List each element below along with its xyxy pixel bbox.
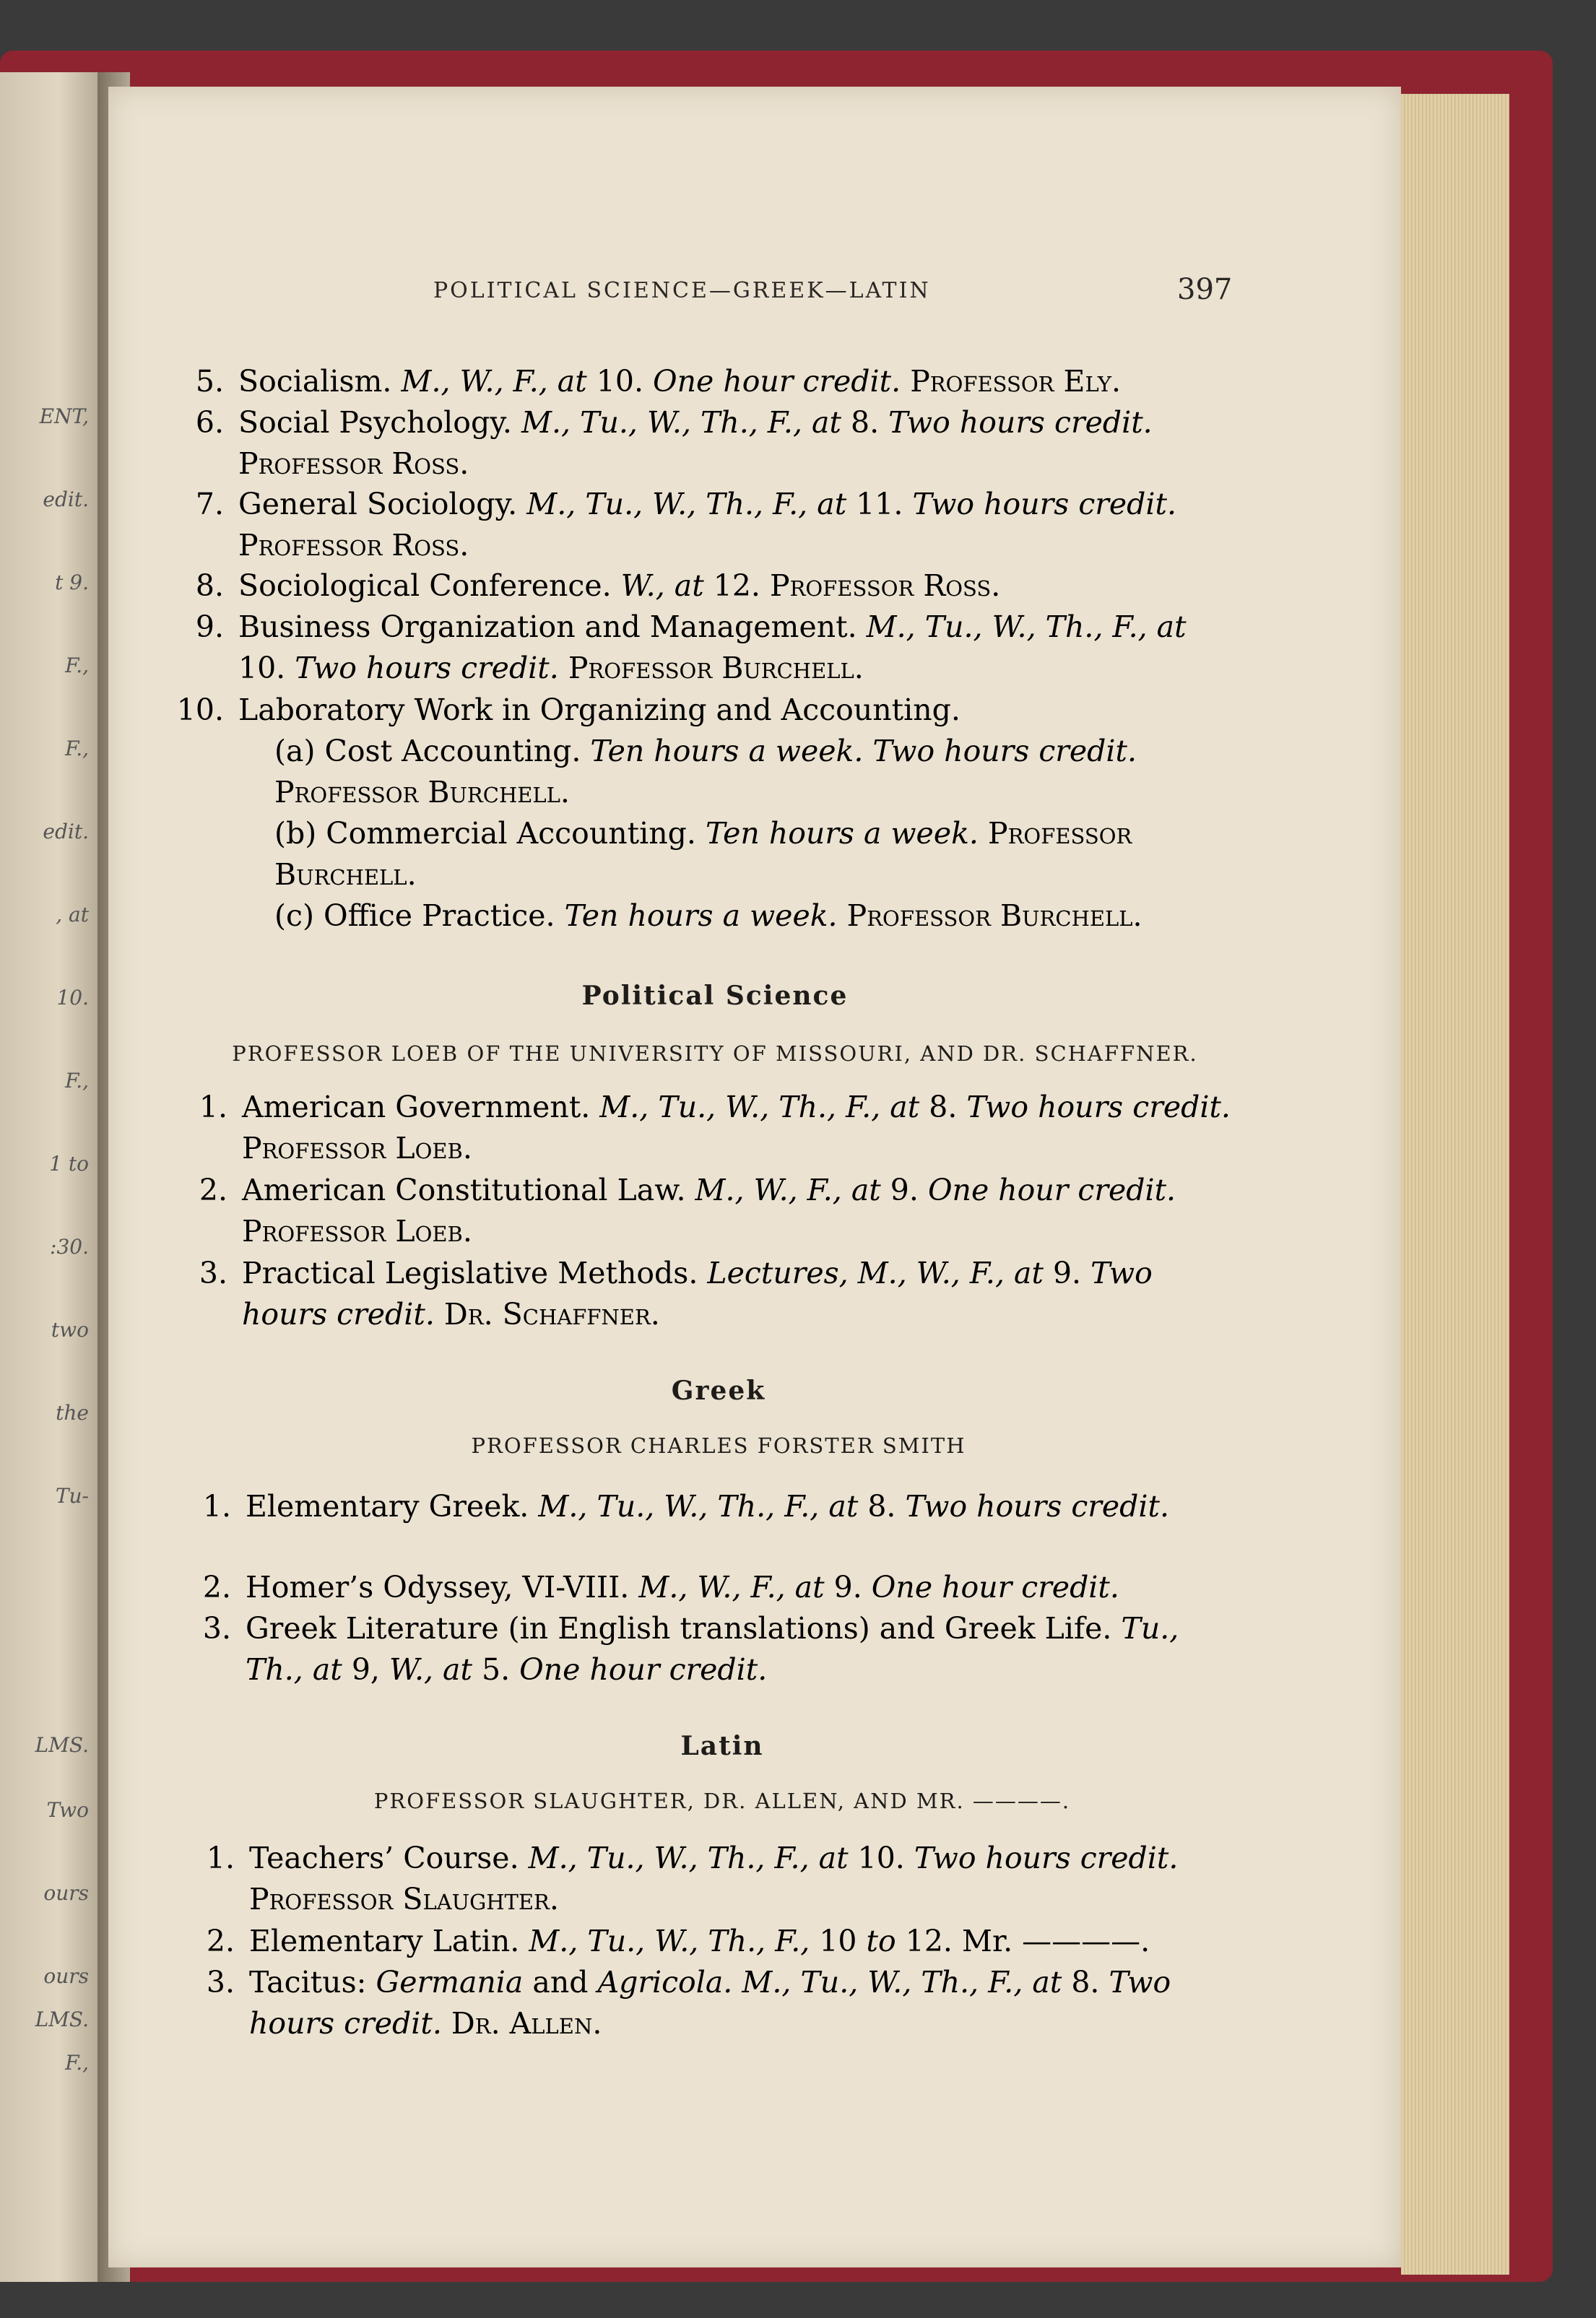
left-page-fragment: F., xyxy=(65,1069,89,1093)
left-page-fragment: two xyxy=(51,1318,89,1342)
left-page-fragment: ours xyxy=(43,1964,89,1988)
page-edges xyxy=(1401,94,1509,2275)
course-text: Elementary Latin. M., Tu., W., Th., F., 10 to 12. Mr. ————. xyxy=(249,1924,1150,1958)
course-text: Laboratory Work in Organizing and Accounting. xyxy=(238,693,960,727)
left-page-fragment: , at xyxy=(56,903,89,926)
left-page-fragment: Tu- xyxy=(55,1484,89,1508)
page-number: 397 xyxy=(1177,273,1233,306)
left-page-fragment: Two xyxy=(46,1798,89,1822)
course-number: 1. xyxy=(202,1489,231,1524)
course-number: 2. xyxy=(199,1173,227,1207)
course-number: 1. xyxy=(206,1841,235,1875)
section-faculty: PROFESSOR CHARLES FORSTER SMITH xyxy=(471,1433,966,1458)
left-page-fragment: :30. xyxy=(50,1235,89,1259)
course-text: Practical Legislative Methods. Lectures, M., W., F., at 9. Two hours credit. Dr. Schaffner. xyxy=(242,1256,1153,1332)
left-page-fragment: LMS. xyxy=(35,1733,89,1757)
course-number: 7. xyxy=(195,487,224,521)
course-text: General Sociology. M., Tu., W., Th., F., at 11. Two hours credit. Professor Ross. xyxy=(238,487,1177,563)
course-text: Elementary Greek. M., Tu., W., Th., F., at 8. Two hours credit. xyxy=(246,1489,1170,1524)
section-title-political-science: Political Science xyxy=(581,981,849,1011)
left-page-fragment: 10. xyxy=(56,986,89,1010)
lab-subitem: (b) Commercial Accounting. Ten hours a week. Professor Burchell. xyxy=(274,816,1132,892)
course-number: 2. xyxy=(206,1924,235,1958)
lab-subitem: (c) Office Practice. Ten hours a week. Professor Burchell. xyxy=(274,898,1142,933)
course-number: 3. xyxy=(206,1965,235,2000)
course-number: 9. xyxy=(195,609,224,644)
section-faculty: PROFESSOR LOEB OF THE UNIVERSITY OF MISSOURI, AND DR. SCHAFFNER. xyxy=(232,1041,1198,1066)
left-page-fragment: 1 to xyxy=(49,1152,89,1176)
lab-subitem: (a) Cost Accounting. Ten hours a week. Two hours credit. Professor Burchell. xyxy=(274,734,1137,809)
course-text: Teachers’ Course. M., Tu., W., Th., F., at 10. Two hours credit. Professor Slaughter. xyxy=(249,1841,1179,1917)
course-text: Homer’s Odyssey, VI-VIII. M., W., F., at 9. One hour credit. xyxy=(246,1570,1119,1605)
course-number: 10. xyxy=(176,693,224,727)
course-text: Social Psychology. M., Tu., W., Th., F., at 8. Two hours credit. Professor Ross. xyxy=(238,405,1153,481)
left-page-fragment: F., xyxy=(65,737,89,760)
course-number: 6. xyxy=(195,405,224,440)
course-text: Business Organization and Management. M., Tu., W., Th., F., at 10. Two hours credit. Professor Burchell. xyxy=(238,609,1187,685)
section-faculty: PROFESSOR SLAUGHTER, DR. ALLEN, AND MR. ————. xyxy=(373,1789,1071,1813)
left-page-fragment: LMS. xyxy=(35,2007,89,2031)
left-page-fragment: t 9. xyxy=(55,570,89,594)
course-number: 2. xyxy=(202,1570,231,1605)
course-number: 5. xyxy=(195,364,224,399)
section-title-greek: Greek xyxy=(671,1376,766,1406)
section-title-latin: Latin xyxy=(680,1731,764,1761)
course-number: 1. xyxy=(199,1090,227,1124)
course-text: Greek Literature (in English translations) and Greek Life. Tu., Th., at 9, W., at 5. One hour credit. xyxy=(246,1611,1179,1687)
course-text: American Constitutional Law. M., W., F., at 9. One hour credit. Professor Loeb. xyxy=(242,1173,1176,1249)
course-text: Socialism. M., W., F., at 10. One hour credit. Professor Ely. xyxy=(238,364,1122,399)
left-page-fragment: F., xyxy=(65,654,89,677)
left-page-fragment: the xyxy=(56,1401,89,1425)
running-head: POLITICAL SCIENCE—GREEK—LATIN xyxy=(433,278,931,303)
course-text: American Government. M., Tu., W., Th., F., at 8. Two hours credit. Professor Loeb. xyxy=(242,1090,1231,1165)
left-page-edge xyxy=(0,72,97,2282)
left-page-fragment: F., xyxy=(65,2051,89,2075)
course-number: 8. xyxy=(195,568,224,603)
left-page-fragment: ours xyxy=(43,1881,89,1905)
left-page-fragment: edit. xyxy=(43,487,89,511)
left-page-fragment: ENT, xyxy=(39,404,89,428)
course-text: Tacitus: Germania and Agricola. M., Tu., W., Th., F., at 8. Two hours credit. Dr. Allen. xyxy=(249,1965,1171,2041)
course-number: 3. xyxy=(202,1611,231,1646)
course-text: Sociological Conference. W., at 12. Professor Ross. xyxy=(238,568,1001,603)
left-page-fragment: edit. xyxy=(43,820,89,843)
course-number: 3. xyxy=(199,1256,227,1290)
